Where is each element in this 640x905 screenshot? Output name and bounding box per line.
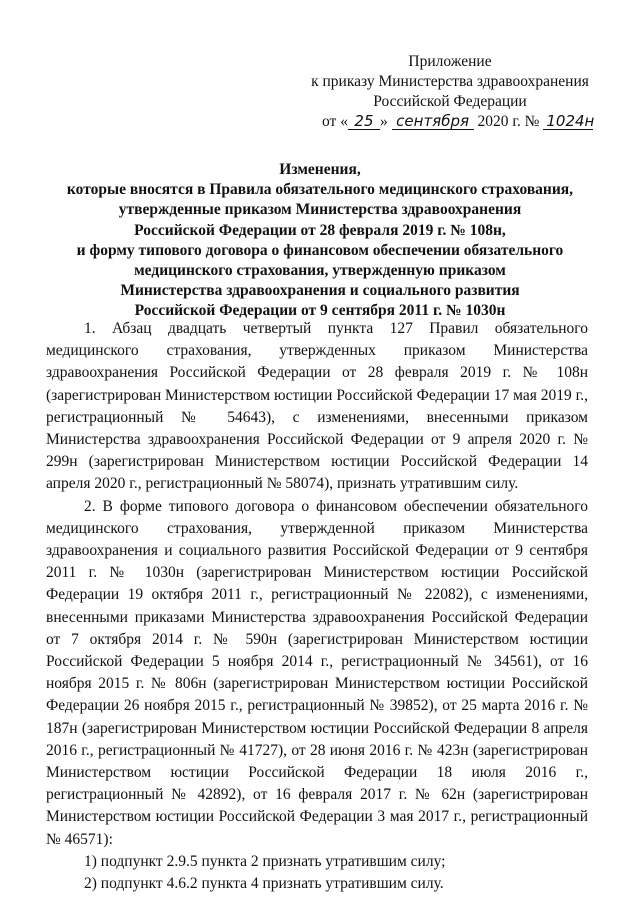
appendix-country: Российской Федерации [373, 93, 527, 110]
title-line: медицинского страхования, утвержденную приказом [134, 262, 506, 280]
order-year: 2020 г. № [477, 113, 540, 130]
document-body [46, 318, 588, 895]
title-line: Министерства здравоохранения и социального развития [120, 282, 520, 300]
order-date-line [300, 112, 600, 132]
appendix-order-ref: к приказу Министерства здравоохранения [311, 73, 589, 90]
title-line: которые вносятся в Правила обязательного медицинского страхования, [66, 181, 574, 199]
handwritten-day: 25 [348, 113, 380, 130]
list-item-2: 2) подпункт 4.6.2 пункта 4 признать утратившим силу. [84, 875, 444, 893]
handwritten-month: сентября [392, 113, 474, 130]
title-line: Российской Федерации от 9 сентября 2011 г. № 1030н [134, 302, 506, 320]
title-line: Изменения, [279, 161, 361, 178]
title-line: Российской Федерации от 28 февраля 2019 г. № 108н, [134, 221, 506, 239]
title-line: утвержденные приказом Министерства здравоохранения [118, 201, 522, 219]
handwritten-order-number: 1024н [543, 113, 593, 130]
appendix-header [300, 52, 600, 132]
paragraph-1: 1. Абзац двадцать четвертый пункта 127 Правил обязательного медицинского страхования, утвержденных приказом Министерства здравоохранения Российской Федерации от 28 февраля 2019 г. № 108н (зарегистрирован Министерством юстиции Российской Федерации 17 мая 2019 г., регистрационный № 54643), с изменениями, внесенными приказом Министерства здравоохранения Российской Федерации от 9 апреля 2020 г. № 299н (зарегистрирован Министерством юстиции Российской Федерации 14 апреля 2020 г., регистрационный № 58074), признать утратившим силу. [46, 320, 588, 493]
appendix-label: Приложение [408, 53, 492, 70]
paragraph-2: 2. В форме типового договора о финансовом обеспечении обязательного медицинского страхования, утвержденной приказом Министерства здравоохранения и социального развития Российской Федерации от 9 сентября 2011 г. № 1030н (зарегистрирован Министерством юстиции Российской Федерации 19 октября 2011 г., регистрационный № 22082), с изменениями, внесенными приказами Министерства здравоохранения Российской Федерации от 7 октября 2014 г. № 590н (зарегистрирован Министерством юстиции Российской Федерации 5 ноября 2014 г., регистрационный № 34561), от 16 ноября 2015 г. № 806н (зарегистрирован Министерством юстиции Российской Федерации 26 ноября 2015 г., регистрационный № 39852), от 25 марта 2016 г. № 187н (зарегистрирован Министерством юстиции Российской Федерации 8 апреля 2016 г., регистрационный № 41727), от 28 июня 2016 г. № 423н (зарегистрирован Министерством юстиции Российской Федерации 18 июля 2016 г., регистрационный № 42892), от 16 февраля 2017 г. № 62н (зарегистрирован Министерством юстиции Российской Федерации 3 мая 2017 г., регистрационный № 46571): [46, 497, 588, 848]
order-prefix: от « [322, 113, 348, 130]
order-mid: » [379, 113, 388, 130]
title-line: и форму типового договора о финансовом обеспечении обязательного [76, 241, 564, 259]
document-title [40, 160, 600, 322]
list-item-1: 1) подпункт 2.9.5 пункта 2 признать утратившим силу; [84, 852, 446, 870]
